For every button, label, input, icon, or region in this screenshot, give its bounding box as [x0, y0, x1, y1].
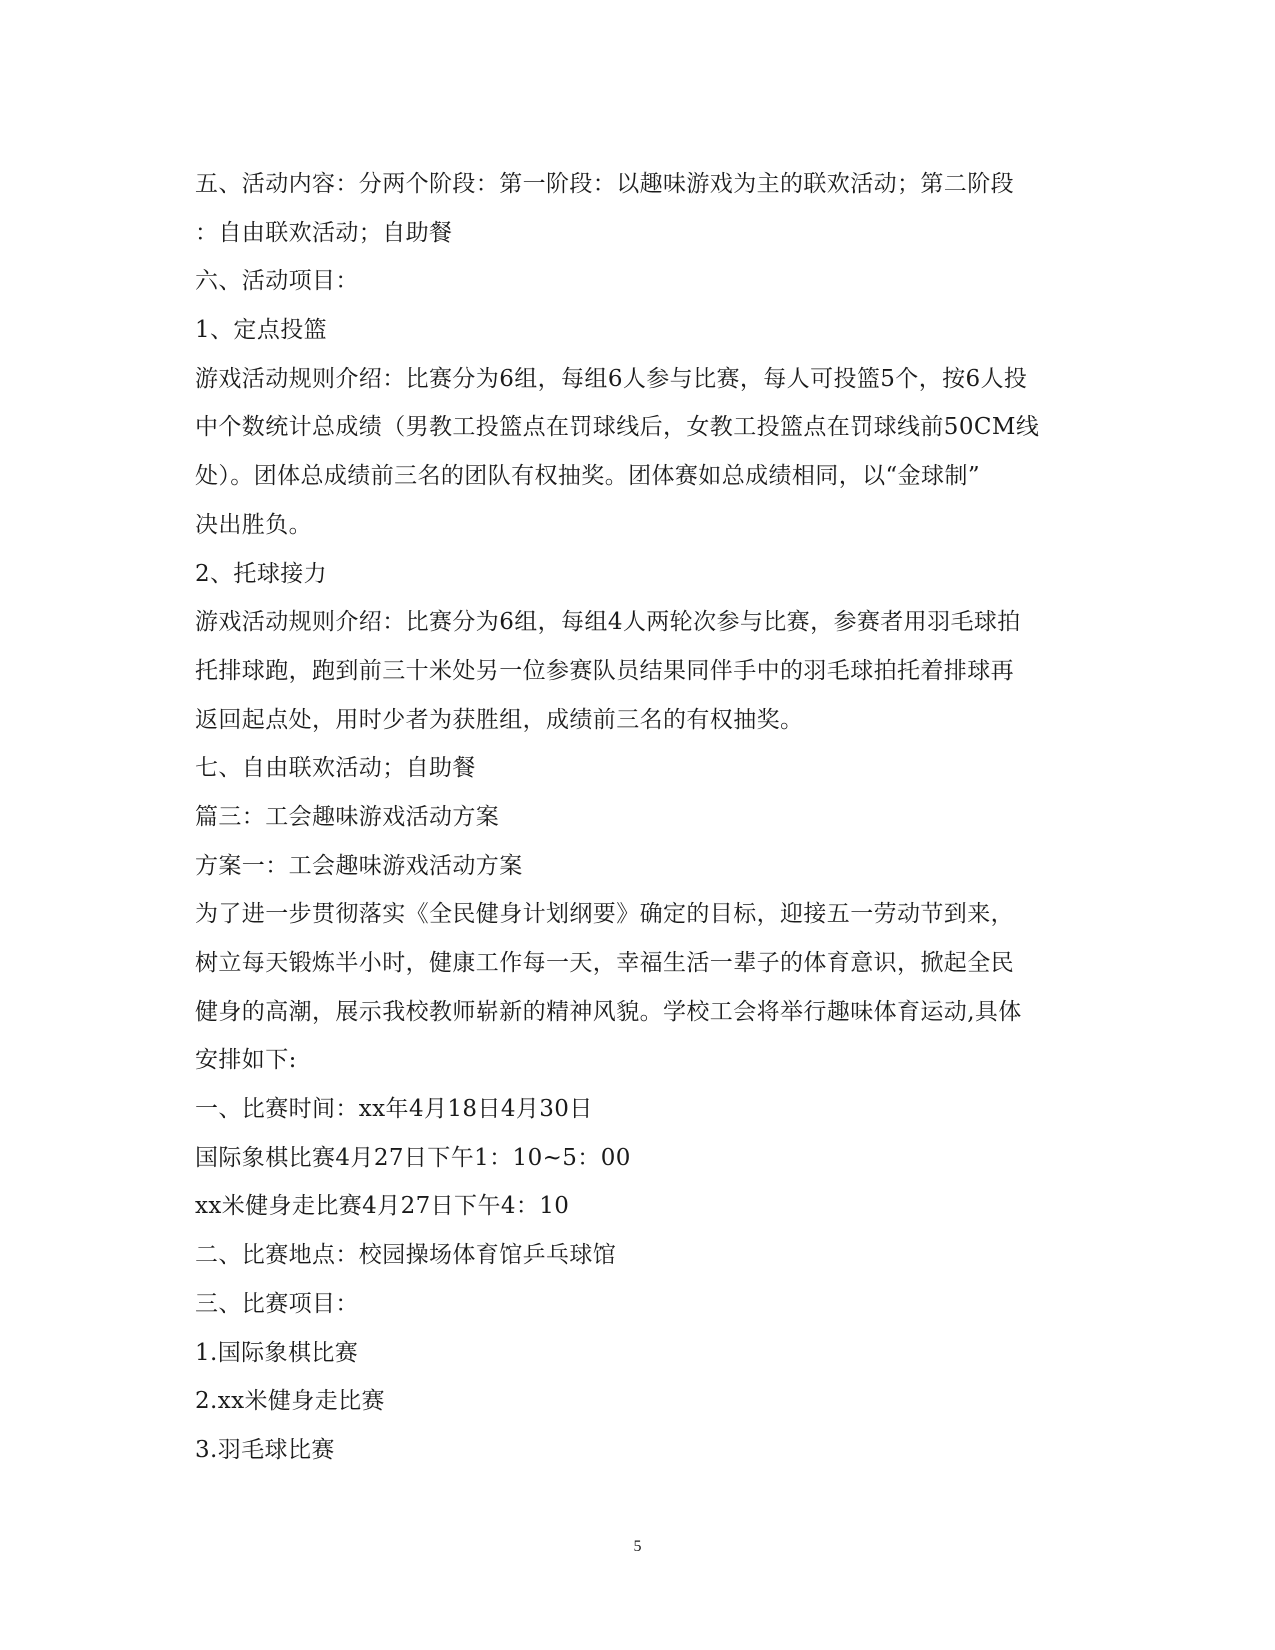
- paragraph-line: 安排如下:: [195, 1047, 297, 1074]
- paragraph-line: 游戏活动规则介绍：比赛分为6组，每组6人参与比赛，每人可投篮5个，按6人投: [195, 365, 1028, 392]
- section-heading: 二、比赛地点：校园操场体育馆乒乓球馆: [195, 1242, 617, 1269]
- paragraph-line: ：自由联欢活动；自助餐: [195, 219, 453, 246]
- schedule-line: 国际象棋比赛4月27日下午1：10~5：00: [195, 1144, 631, 1171]
- paragraph-line: 树立每天锻炼半小时，健康工作每一天，幸福生活一辈子的体育意识，掀起全民: [195, 950, 1014, 976]
- chapter-heading: 篇三：工会趣味游戏活动方案: [195, 803, 500, 830]
- item-heading: 2、托球接力: [195, 560, 328, 587]
- paragraph-line: 健身的高潮，展示我校教师崭新的精神风貌。学校工会将举行趣味体育运动,具体: [195, 998, 1022, 1025]
- paragraph-line: 返回起点处，用时少者为获胜组，成绩前三名的有权抽奖。: [195, 706, 804, 733]
- section-heading: 六、活动项目：: [195, 268, 359, 295]
- paragraph-line: 中个数统计总成绩（男教工投篮点在罚球线后，女教工投篮点在罚球线前50CM线: [195, 414, 1040, 441]
- plan-heading: 方案一：工会趣味游戏活动方案: [195, 852, 523, 879]
- list-item: 2.xx米健身走比赛: [195, 1388, 385, 1415]
- paragraph-line: 决出胜负。: [195, 511, 312, 538]
- list-item: 1.国际象棋比赛: [195, 1339, 359, 1366]
- paragraph-line: 处）。团体总成绩前三名的团队有权抽奖。团体赛如总成绩相同，以“金球制”: [195, 463, 981, 490]
- section-heading: 三、比赛项目：: [195, 1290, 359, 1317]
- list-item: 3.羽毛球比赛: [195, 1436, 335, 1463]
- section-heading: 七、自由联欢活动；自助餐: [195, 755, 476, 782]
- paragraph-line: 为了进一步贯彻落实《全民健身计划纲要》确定的目标，迎接五一劳动节到来，: [195, 901, 1014, 928]
- paragraph-line: 五、活动内容：分两个阶段：第一阶段：以趣味游戏为主的联欢活动；第二阶段: [195, 171, 1014, 197]
- schedule-line: xx米健身走比赛4月27日下午4：10: [195, 1193, 570, 1220]
- paragraph-line: 游戏活动规则介绍：比赛分为6组，每组4人两轮次参与比赛，参赛者用羽毛球拍: [195, 609, 1021, 636]
- document-body: [195, 160, 1080, 1475]
- item-heading: 1、定点投篮: [195, 317, 328, 344]
- paragraph-line: 托排球跑，跑到前三十米处另一位参赛队员结果同伴手中的羽毛球拍托着排球再: [195, 657, 1014, 684]
- section-heading: 一、比赛时间：xx年4月18日4月30日: [195, 1096, 593, 1123]
- page-number: 5: [633, 1538, 642, 1555]
